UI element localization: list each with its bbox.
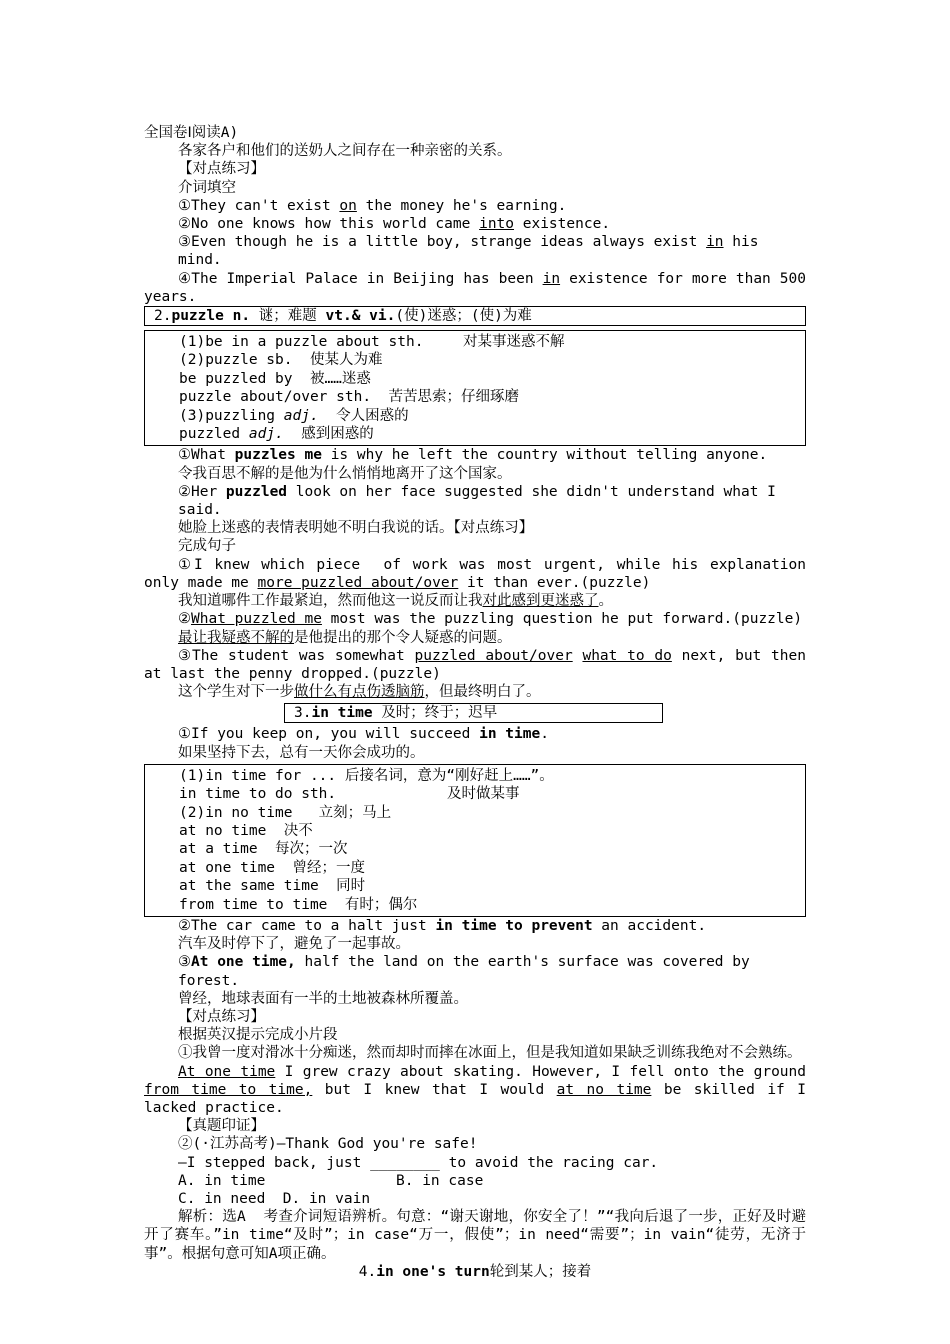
example-sentence: ③At one time, half the land on the earth's surface was covered by forest. xyxy=(178,954,759,989)
exercise-item: ②What puzzled me most was the puzzling question he put forward.(puzzle) xyxy=(178,611,803,628)
exercise-item: ①I knew which piece of work was most urgent, while his explanation only made me more puzzled about/over it than ever.(puzzle) xyxy=(144,556,815,591)
knowledge-line: puzzle about/over sth. 苦苦思索；仔细琢磨 xyxy=(179,389,520,406)
exercise-prompt: ①我曾一度对滑冰十分痴迷，然而却时而摔在冰面上，但是我知道如果缺乏训练我绝对不会熟练。 xyxy=(178,1045,802,1062)
example-translation: 曾经，地球表面有一半的土地被森林所覆盖。 xyxy=(178,990,468,1007)
answer: more puzzled about/over xyxy=(257,574,459,591)
exam-question: —I stepped back, just ________ to avoid the racing car. xyxy=(178,1154,659,1171)
example-translation: 她脸上迷惑的表情表明她不明白我说的话。【对点练习】 xyxy=(178,520,534,537)
knowledge-line: (3)puzzling adj. 令人困惑的 xyxy=(179,407,409,424)
exercise-translation: 我知道哪件工作最紧迫，然而他这一说反而让我对此感到更迷惑了。 xyxy=(178,593,613,610)
translation-line: 各家各户和他们的送奶人之间存在一种亲密的关系。 xyxy=(178,143,512,160)
knowledge-line: (1)in time for ... 后接名词，意为“刚好赶上……”。 xyxy=(179,767,554,784)
puzzle-heading: 2.puzzle n. 谜；难题 vt.& vi.(使)迷惑；(使)为难 xyxy=(144,306,806,326)
exam-question: ②(·江苏高考)—Thank God you're safe! xyxy=(178,1136,478,1153)
blank: ________ xyxy=(370,1154,440,1171)
knowledge-line: at one time 曾经；一度 xyxy=(179,859,365,876)
source-line: 全国卷Ⅰ阅读A) xyxy=(144,125,239,141)
exercise-item: At one time I grew crazy about skating. However, I fell onto the ground from time to time, but I knew that I would at no time be skilled if I lacked practice. xyxy=(144,1063,815,1116)
example-sentence: ①If you keep on, you will succeed in time. xyxy=(178,726,549,743)
answer: into xyxy=(479,216,515,233)
knowledge-line: be puzzled by 被……迷惑 xyxy=(179,370,371,387)
intime-heading: 3.in time 及时；终于；迟早 xyxy=(284,703,663,723)
exercise-item: ③The student was somewhat puzzled about/over what to do next, but then at last the penny dropped.(puzzle) xyxy=(144,647,815,682)
exercise-translation: 这个学生对下一步做什么有点伤透脑筋，但最终明白了。 xyxy=(178,684,541,701)
exercise-item: ④The Imperial Palace in Beijing has been in existence for more than 500 years. xyxy=(144,270,815,305)
practice-tag: 【对点练习】 xyxy=(178,1008,265,1025)
answer: at no time xyxy=(556,1081,652,1098)
knowledge-line: at a time 每次；一次 xyxy=(179,841,348,858)
example-sentence: ②Her puzzled look on her face suggested she didn't understand what I said. xyxy=(178,483,785,519)
answer: what to do xyxy=(582,647,672,664)
example-translation: 令我百思不解的是他为什么悄悄地离开了这个国家。 xyxy=(178,465,512,482)
answer: in xyxy=(542,270,561,287)
exercise-item: ③Even though he is a little boy, strange ideas always exist in his mind. xyxy=(178,234,768,269)
knowledge-line: puzzled adj. 感到困惑的 xyxy=(179,426,374,443)
intime-knowledge-box xyxy=(144,764,806,917)
answer: on xyxy=(339,197,357,214)
example-sentence: ②The car came to a halt just in time to prevent an accident. xyxy=(178,917,707,934)
practice-tag: 【对点练习】 xyxy=(178,161,265,178)
exercise-item: ②No one knows how this world came into existence. xyxy=(178,216,611,233)
answer: At one time xyxy=(178,1063,276,1080)
exam-options: A. in time B. in case xyxy=(178,1172,484,1189)
task-label: 介词填空 xyxy=(178,179,236,196)
knowledge-line: (2)puzzle sb. 使某人为难 xyxy=(179,352,383,369)
knowledge-line: at no time 决不 xyxy=(179,822,313,839)
document-page xyxy=(144,124,815,1281)
knowledge-line: (2)in no time 立刻；马上 xyxy=(179,804,392,821)
answer: puzzled about/over xyxy=(414,647,573,664)
answer: from time to time, xyxy=(144,1081,313,1098)
task-label: 根据英汉提示完成小片段 xyxy=(178,1027,338,1044)
analysis: 解析：选A 考查介词短语辨析。句意：“谢天谢地，你安全了！”“我向后退了一步，正好及时避开了赛车。”in time“及时”；in case“万一，假使”；in need“需要”；in vain“徒劳，无济于事”。根据句意可知A项正确。 xyxy=(144,1209,806,1262)
task-label: 完成句子 xyxy=(178,538,236,555)
knowledge-line: from time to time 有时；偶尔 xyxy=(179,896,418,913)
exercise-item: ①They can't exist on the money he's earning. xyxy=(178,197,567,214)
example-translation: 汽车及时停下了，避免了一起事故。 xyxy=(178,936,410,953)
knowledge-line: at the same time 同时 xyxy=(179,878,366,895)
exam-options: C. in need D. in vain xyxy=(178,1191,371,1208)
knowledge-line: in time to do sth. 及时做某事 xyxy=(179,786,520,803)
exercise-translation: 最让我疑惑不解的是他提出的那个令人疑惑的问题。 xyxy=(178,629,512,646)
knowledge-line: (1)be in a puzzle about sth. 对某事迷惑不解 xyxy=(179,334,565,351)
answer: What puzzled me xyxy=(191,611,322,628)
exam-tag: 【真题印证】 xyxy=(178,1118,265,1135)
example-sentence: ①What puzzles me is why he left the country without telling anyone. xyxy=(178,447,768,464)
next-heading: 4.in one's turn轮到某人；接着 xyxy=(358,1263,592,1280)
answer: in xyxy=(706,234,724,251)
example-translation: 如果坚持下去，总有一天你会成功的。 xyxy=(178,744,425,761)
puzzle-knowledge-box xyxy=(144,330,806,446)
